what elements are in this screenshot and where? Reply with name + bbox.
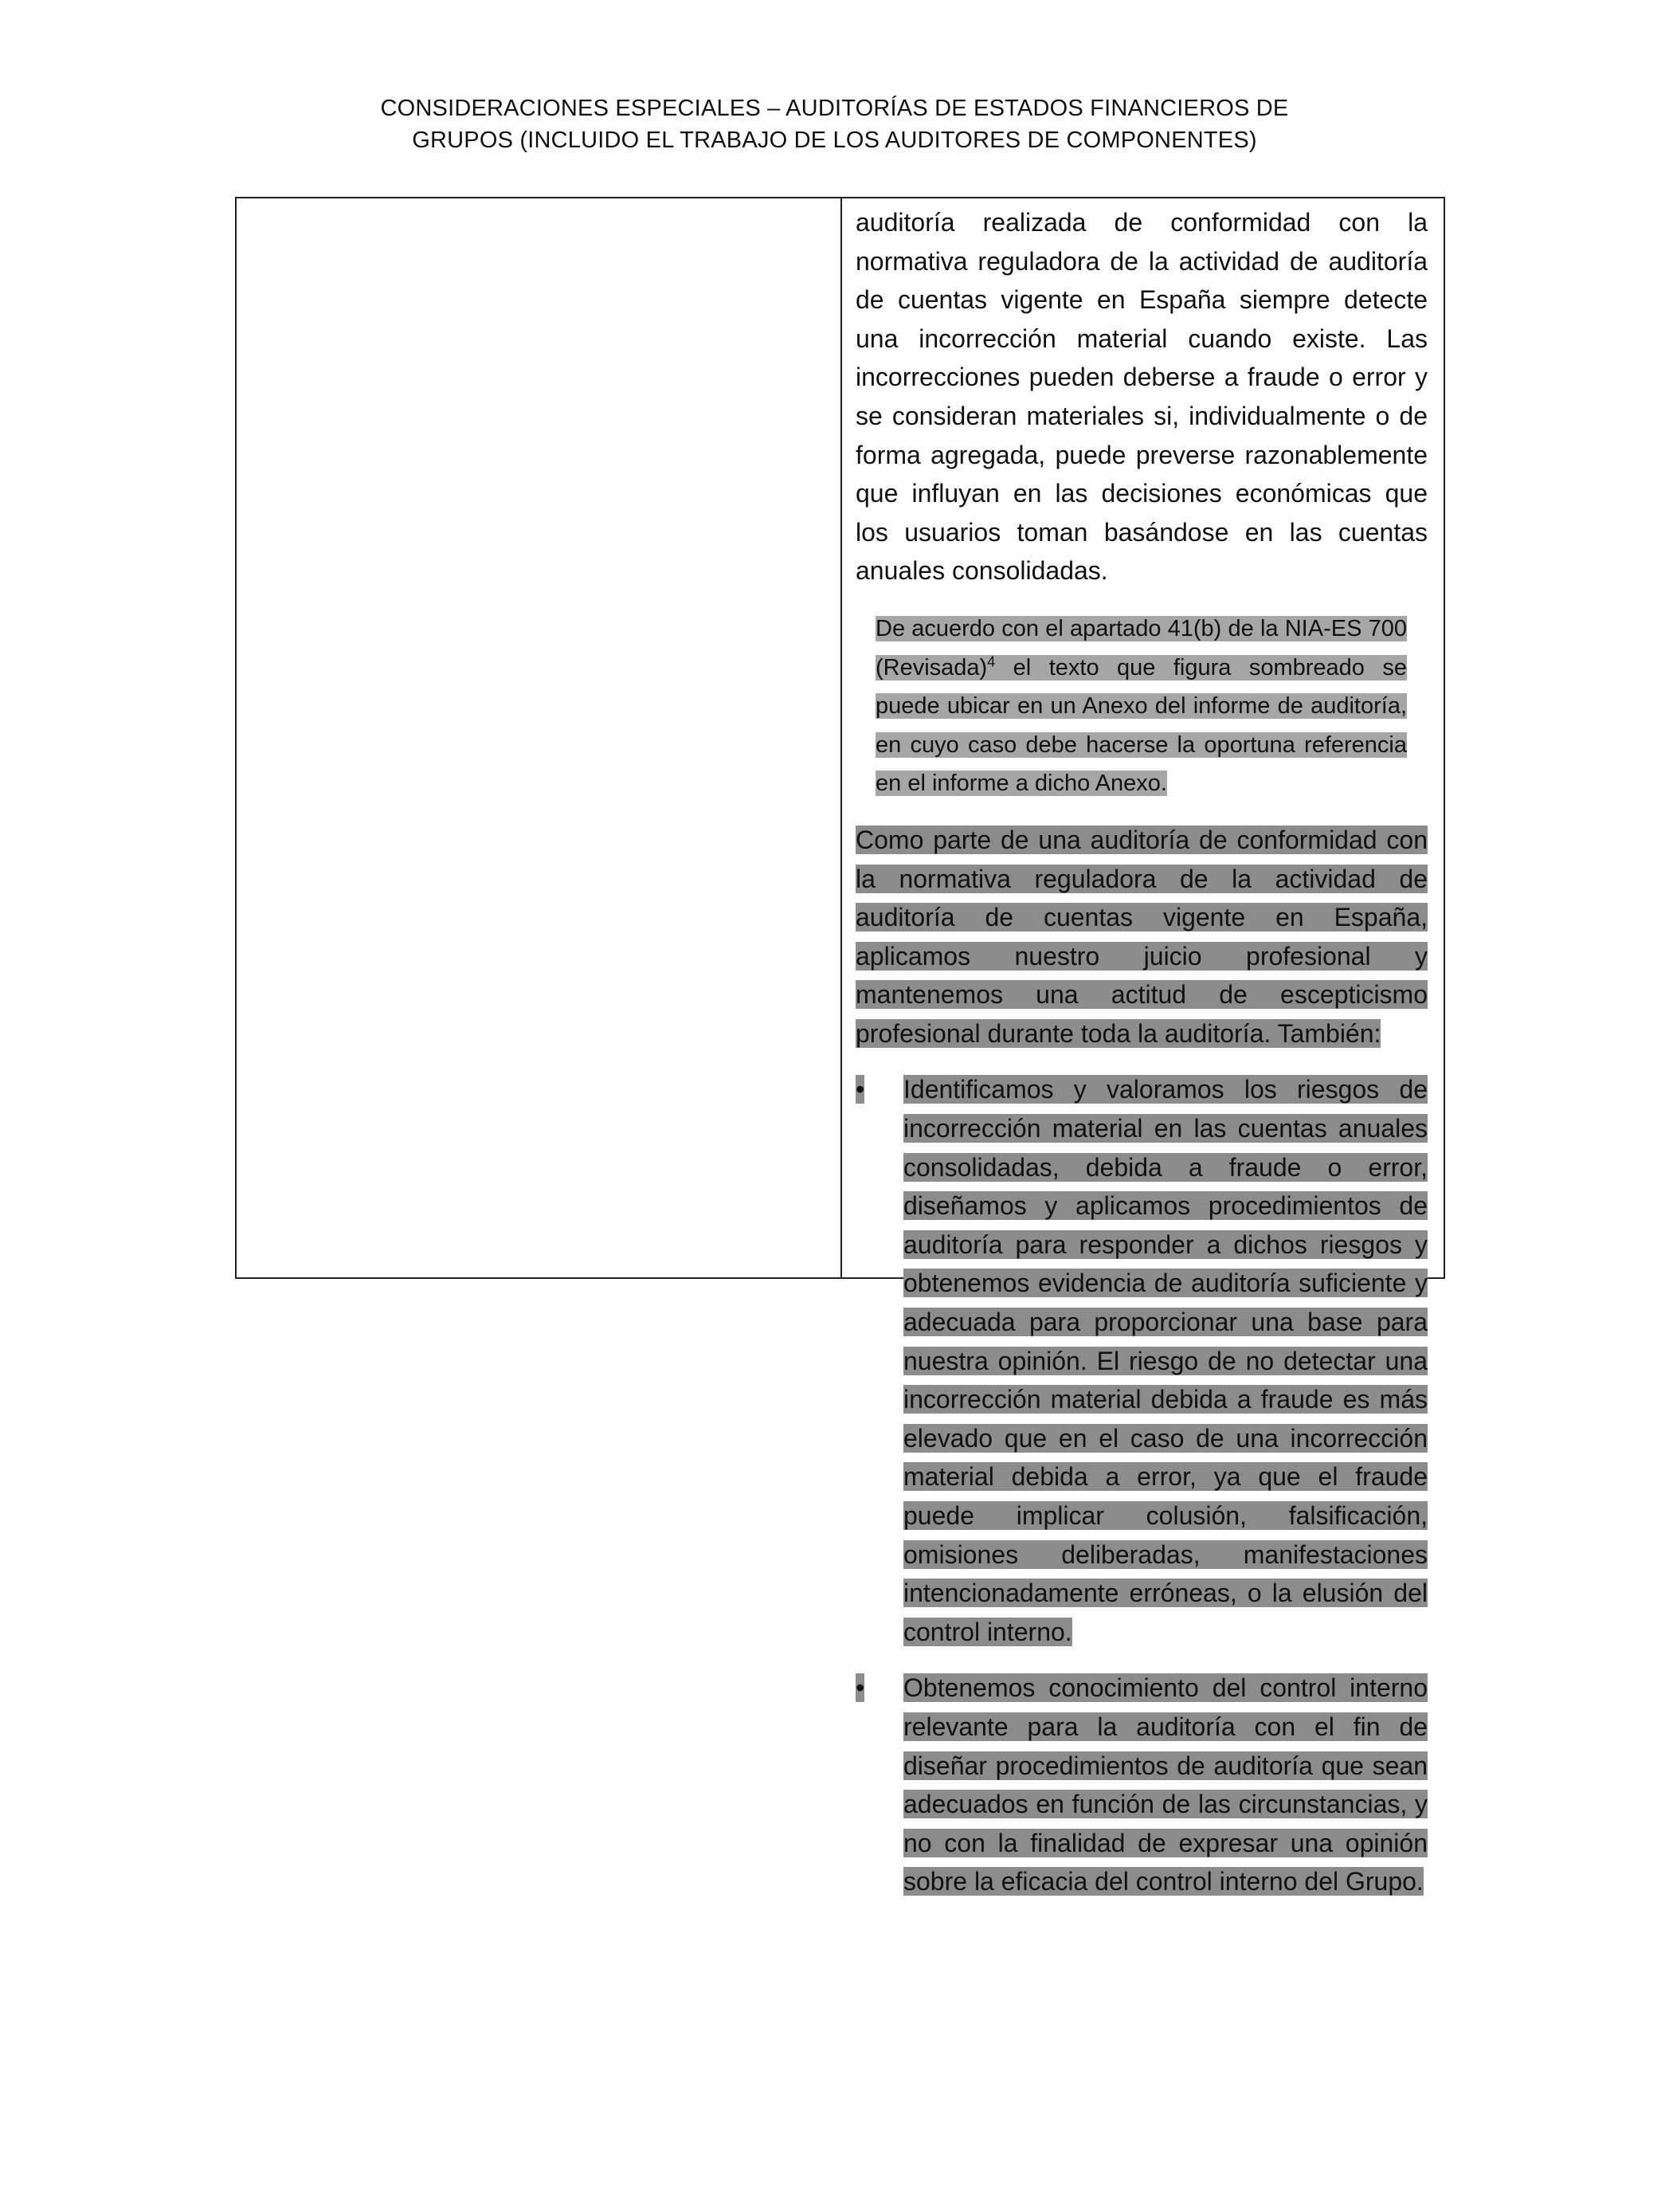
bullet-marker: • — [856, 1075, 865, 1104]
bullet-text — [903, 1669, 1428, 1901]
list-item — [856, 1669, 1428, 1901]
bullet-text-shaded: Identificamos y valoramos los riesgos de incorrección material en las cuentas anuales consolidadas, debida a fraude o error, diseñamos y aplicamos procedimientos de auditoría para responder a dichos riesgos y obtenemos evidencia de auditoría suficiente y adecuada para proporcionar una base para nuestra opinión. El riesgo de no detectar una incorrección material debida a fraude es más elevado que en el caso de una incorrección material debida a error, ya que el fraude puede implicar colusión, falsificación, omisiones deliberadas, manifestaciones intencionadamente erróneas, o la elusión del control interno. — [903, 1075, 1428, 1646]
bullet-text — [903, 1070, 1428, 1651]
document-table — [235, 197, 1445, 1896]
note-text-before: De acuerdo con el apartado 41(b) de la NIA-ES 700 (Revisada) — [876, 615, 1407, 680]
note-footnote-ref: 4 — [987, 655, 995, 680]
paragraph-responsibility: auditoría realizada de conformidad con la normativa reguladora de la actividad de auditoría de cuentas vigente en España siempre detecte una incorrección material cuando existe. Las incorrecciones pueden deberse a fraude o error y se consideran materiales si, individualmente o de forma agregada, puede preverse razonablemente que influyan en las decisiones económicas que los usuarios toman basándose en las cuentas anuales consolidadas. — [856, 208, 1428, 586]
column-divider — [840, 198, 842, 1277]
paragraph-audit-part-text: Como parte de una auditoría de conformidad con la normativa reguladora de la actividad de auditoría de cuentas vigente en España, aplicamos nuestro juicio profesional y mantenemos una actitud de escepticismo profesional durante toda la auditoría. También: — [856, 825, 1428, 1048]
page-header-line-1: CONSIDERACIONES ESPECIALES – AUDITORÍAS DE ESTADOS FINANCIEROS DE — [380, 96, 1289, 121]
paragraph-audit-part — [856, 821, 1428, 1053]
bullet-list — [856, 1070, 1428, 1900]
note-text-after: el texto que figura sombreado se puede ubicar en un Anexo del informe de auditoría, en cuyo caso debe hacerse la oportuna referencia en el informe a dicho Anexo. — [876, 654, 1407, 797]
bullet-text-shaded: Obtenemos conocimiento del control interno relevante para la auditoría con el fin de diseñar procedimientos de auditoría que sean adecuados en función de las circunstancias, y no con la finalidad de expresar una opinión sobre la eficacia del control interno del Grupo. — [903, 1673, 1428, 1896]
right-column — [856, 203, 1428, 1919]
list-item — [856, 1070, 1428, 1651]
shaded-note — [876, 610, 1407, 803]
page-header-line-2: GRUPOS (INCLUIDO EL TRABAJO DE LOS AUDITORES DE COMPONENTES) — [412, 127, 1257, 153]
bullet-marker: • — [856, 1673, 865, 1703]
page-header — [0, 92, 1669, 156]
